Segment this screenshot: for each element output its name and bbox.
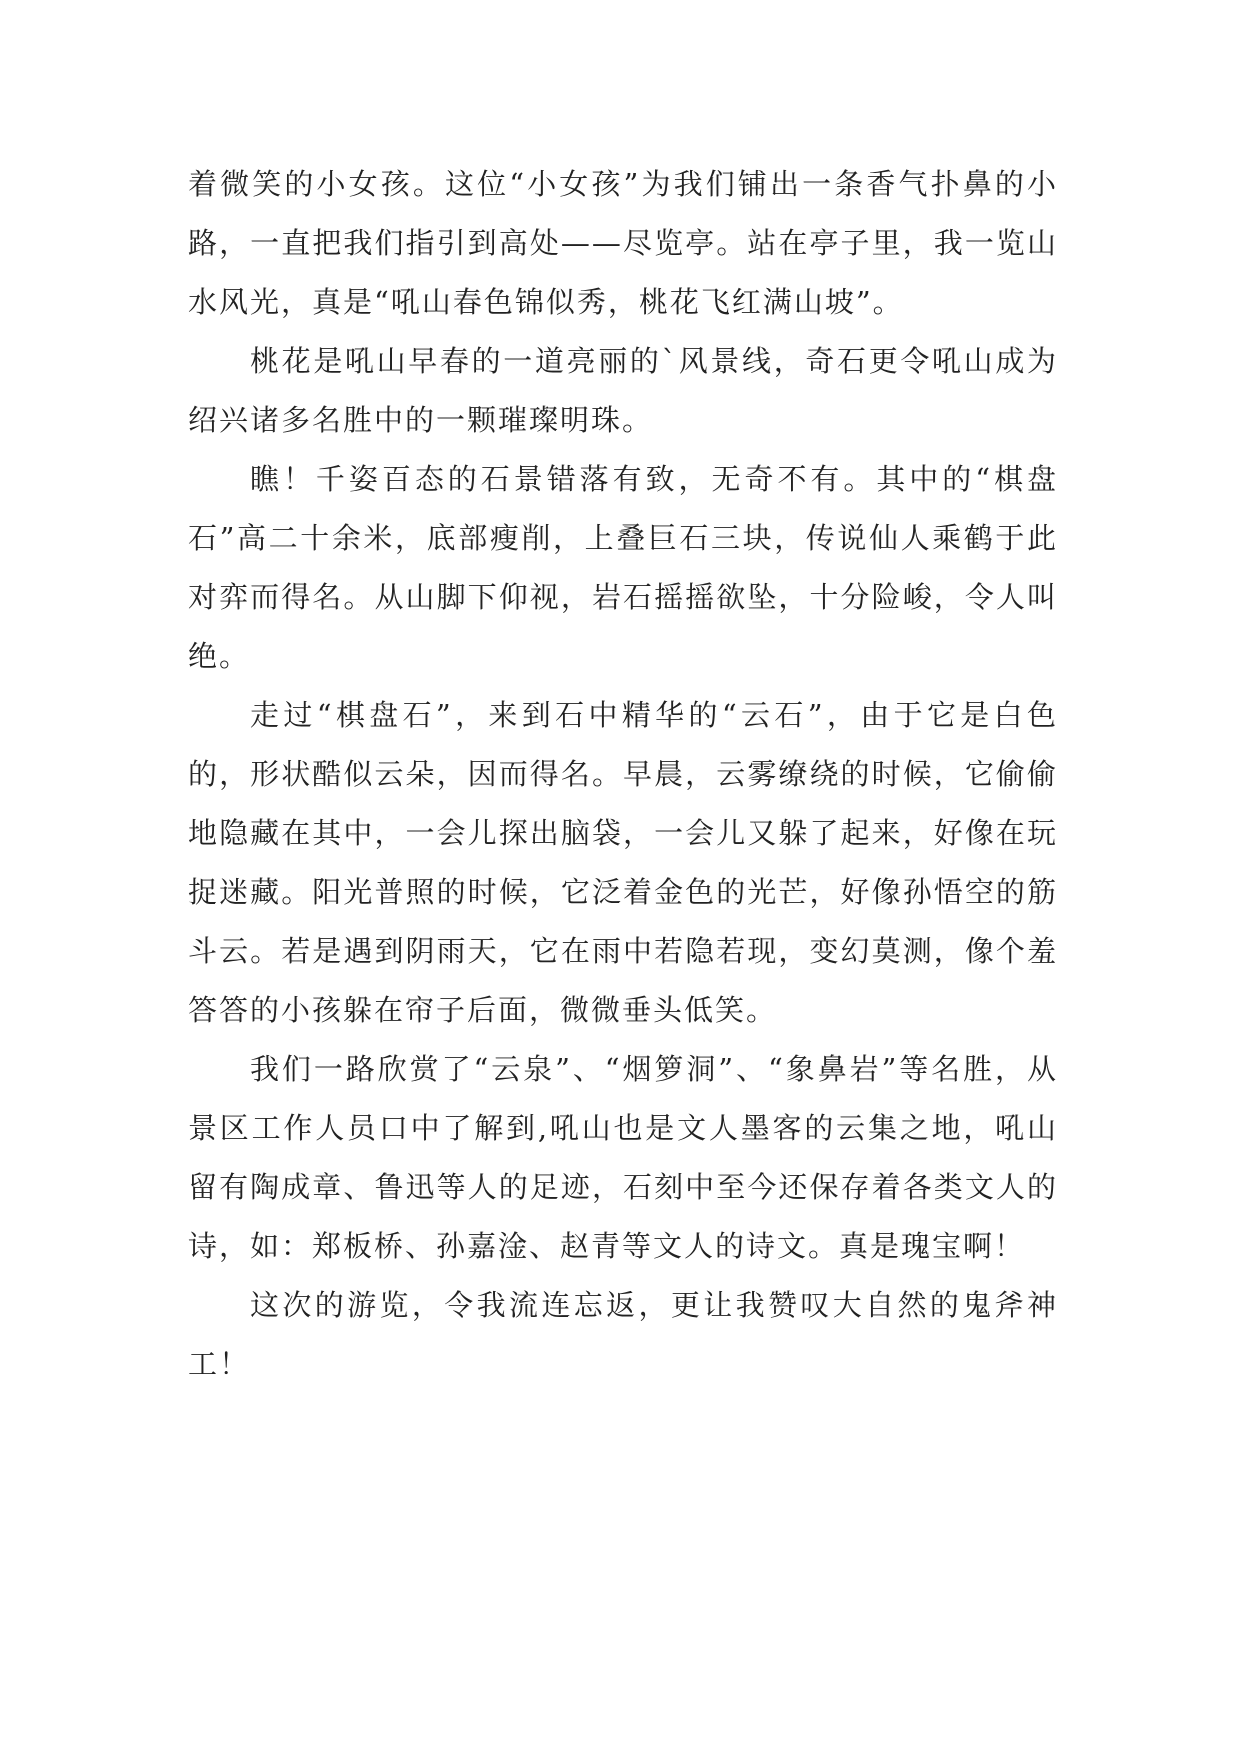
paragraph-3: 瞧！千姿百态的石景错落有致，无奇不有。其中的“棋盘石”高二十余米，底部瘦削，上叠巨石三块，传说仙人乘鹤于此对弈而得名。从山脚下仰视，岩石摇摇欲坠，十分险峻，令人叫绝。 — [188, 462, 1058, 673]
paragraph-4: 走过“棋盘石”，来到石中精华的“云石”，由于它是白色的，形状酷似云朵，因而得名。早晨，云雾缭绕的时候，它偷偷地隐藏在其中，一会儿探出脑袋，一会儿又躲了起来，好像在玩捉迷藏。阳光普照的时候，它泛着金色的光芒，好像孙悟空的筋斗云。若是遇到阴雨天，它在雨中若隐若现，变幻莫测，像个羞答答的小孩躲在帘子后面，微微垂头低笑。 — [188, 698, 1058, 1027]
paragraph-2: 桃花是吼山早春的一道亮丽的`风景线，奇石更令吼山成为绍兴诸多名胜中的一颗璀璨明珠。 — [188, 344, 1058, 437]
paragraph-1: 着微笑的小女孩。这位“小女孩”为我们铺出一条香气扑鼻的小路，一直把我们指引到高处——尽览亭。站在亭子里，我一览山水风光，真是“吼山春色锦似秀，桃花飞红满山坡”。 — [188, 167, 1058, 319]
essay-body — [188, 155, 1058, 1394]
paragraph-5: 我们一路欣赏了“云泉”、“烟箩洞”、“象鼻岩”等名胜，从景区工作人员口中了解到,吼山也是文人墨客的云集之地，吼山留有陶成章、鲁迅等人的足迹，石刻中至今还保存着各类文人的诗，如：郑板桥、孙嘉淦、赵青等文人的诗文。真是瑰宝啊！ — [188, 1052, 1058, 1263]
paragraph-6: 这次的游览，令我流连忘返，更让我赞叹大自然的鬼斧神工！ — [188, 1288, 1058, 1381]
